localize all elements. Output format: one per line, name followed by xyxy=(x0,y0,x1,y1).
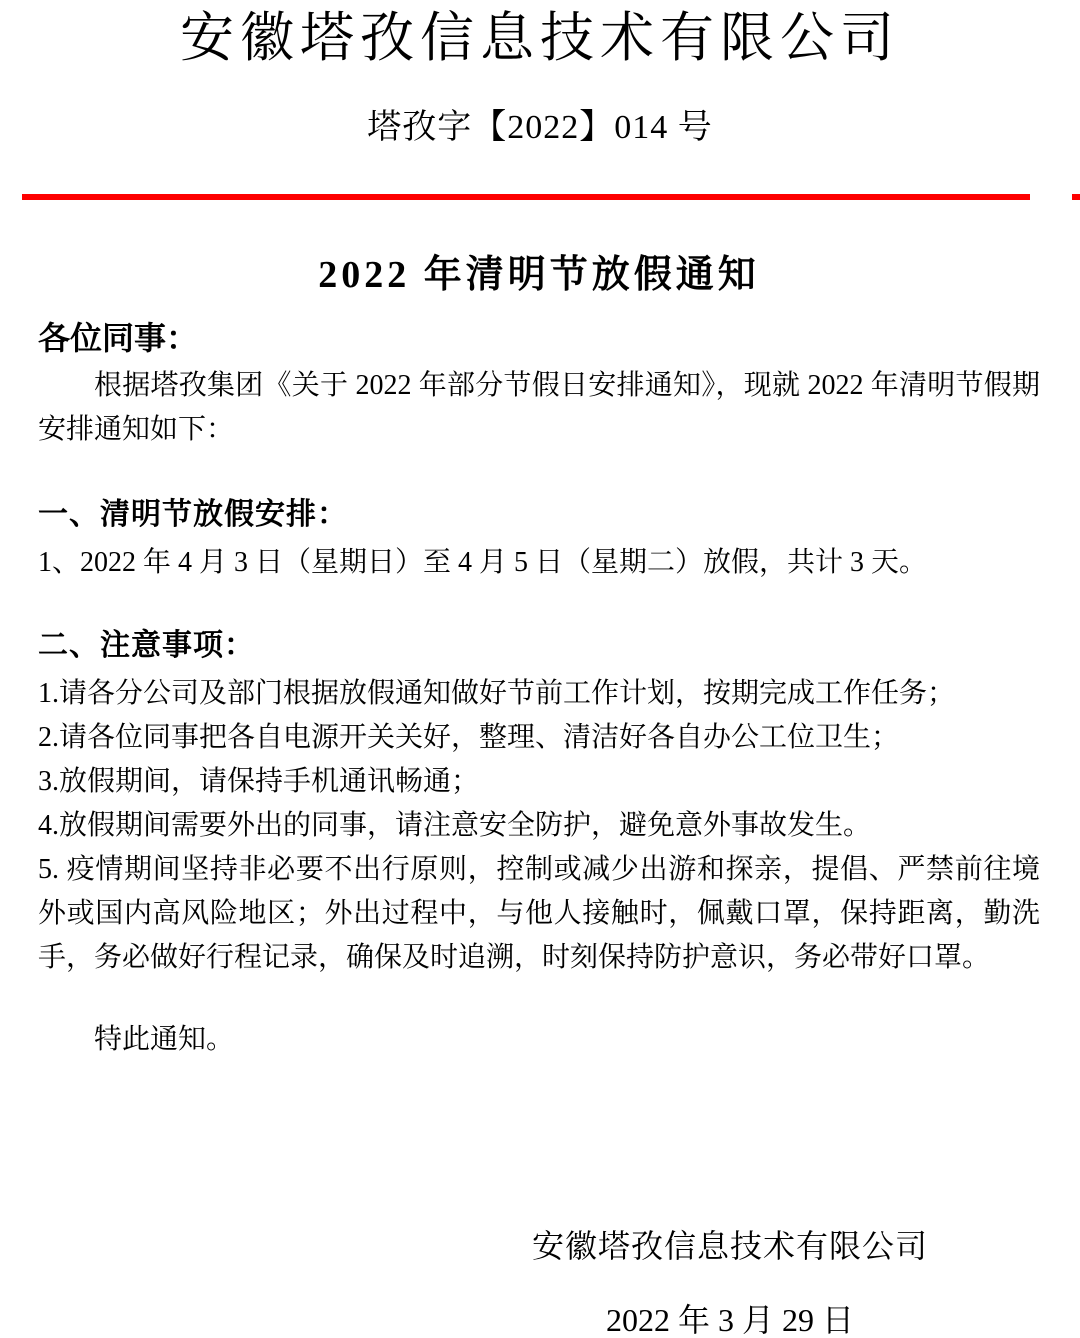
signature-company: 安徽塔孜信息技术有限公司 xyxy=(531,1228,928,1264)
section2-item-4: 4.放假期间需要外出的同事，请注意安全防护，避免意外事故发生。 xyxy=(38,810,872,841)
signature-block xyxy=(400,1226,1060,1338)
section2-item-1: 1.请各分公司及部门根据放假通知做好节前工作计划，按期完成工作任务； xyxy=(38,678,956,709)
intro-paragraph: 根据塔孜集团《关于 2022 年部分节假日安排通知》，现就 2022 年清明节假期安排通知如下： xyxy=(38,370,1040,445)
section2-item-3: 3.放假期间，请保持手机通讯畅通； xyxy=(38,766,480,797)
red-divider-fragment xyxy=(1072,194,1080,200)
company-title: 安徽塔孜信息技术有限公司 xyxy=(180,8,900,68)
section2-heading: 二、注意事项： xyxy=(38,629,255,662)
section1-item-1: 1、2022 年 4 月 3 日（星期日）至 4 月 5 日（星期二）放假，共计 3 天。 xyxy=(38,547,928,578)
greeting: 各位同事： xyxy=(38,320,199,356)
red-divider-rule xyxy=(22,194,1030,200)
section1-heading: 一、清明节放假安排： xyxy=(38,498,348,531)
notice-title: 2022 年清明节放假通知 xyxy=(318,254,760,296)
closing-statement: 特此通知。 xyxy=(94,1024,235,1055)
doc-number: 塔孜字【2022】014 号 xyxy=(367,109,713,146)
section2-item-5: 5. 疫情期间坚持非必要不出行原则，控制或减少出游和探亲，提倡、严禁前往境外或国内高风险地区；外出过程中，与他人接触时，佩戴口罩，保持距离，勤洗手，务必做好行程记录，确保及时追溯，时刻保持防护意识，务必带好口罩。 xyxy=(38,854,1040,973)
section2-item-2: 2.请各位同事把各自电源开关关好，整理、清洁好各自办公工位卫生； xyxy=(38,722,900,753)
signature-date: 2022 年 3 月 29 日 xyxy=(605,1302,854,1338)
